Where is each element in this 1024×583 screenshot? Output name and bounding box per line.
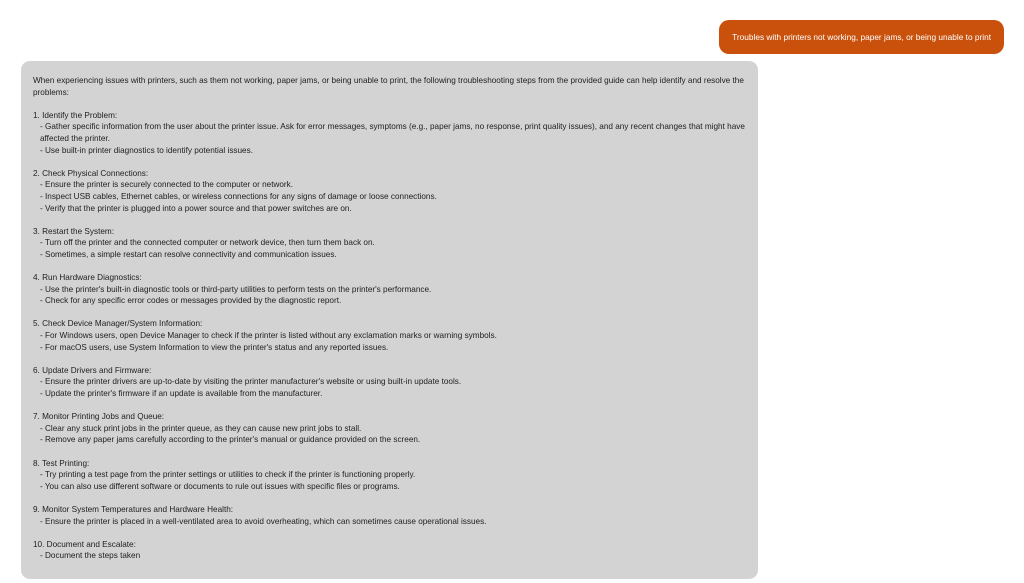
step-items-list	[33, 237, 746, 260]
step-title: 3. Restart the System:	[33, 226, 114, 236]
step-item: - You can also use different software or documents to rule out issues with specific files or programs.	[40, 481, 400, 491]
step-item: - Sometimes, a simple restart can resolve connectivity and communication issues.	[40, 249, 337, 259]
step-items-list	[33, 284, 746, 307]
step-items-list	[33, 330, 746, 353]
step-items-list	[33, 516, 746, 528]
troubleshooting-step	[33, 110, 746, 156]
step-title: 10. Document and Escalate:	[33, 539, 136, 549]
step-title: 5. Check Device Manager/System Information:	[33, 319, 203, 329]
assistant-message-bubble	[21, 61, 758, 579]
troubleshooting-steps-list	[33, 110, 746, 562]
step-items-list	[33, 376, 746, 399]
step-item: - Ensure the printer is securely connected to the computer or network.	[40, 180, 294, 190]
step-items-list	[33, 550, 746, 562]
troubleshooting-step	[33, 272, 746, 307]
step-item: - Use the printer's built-in diagnostic tools or third-party utilities to perform tests on the printer's performance.	[40, 284, 432, 294]
step-item: - Ensure the printer drivers are up-to-date by visiting the printer manufacturer's website or using built-in update tools.	[40, 377, 462, 387]
step-item: - Try printing a test page from the printer settings or utilities to check if the printer is functioning properly.	[40, 470, 416, 480]
step-title: 7. Monitor Printing Jobs and Queue:	[33, 412, 165, 422]
step-item: - Ensure the printer is placed in a well-ventilated area to avoid overheating, which can sometimes cause operational issues.	[40, 516, 487, 526]
step-item: - Document the steps taken	[40, 551, 141, 561]
step-items-list	[33, 423, 746, 446]
troubleshooting-step	[33, 226, 746, 261]
step-items-list	[33, 179, 746, 214]
step-item: - Verify that the printer is plugged into a power source and that power switches are on.	[40, 203, 352, 213]
troubleshooting-step	[33, 168, 746, 214]
user-message-text: Troubles with printers not working, paper jams, or being unable to print	[732, 32, 991, 42]
troubleshooting-step	[33, 411, 746, 446]
step-item: - For macOS users, use System Information to view the printer's status and any reported issues.	[40, 342, 389, 352]
step-item: - Use built-in printer diagnostics to identify potential issues.	[40, 145, 253, 155]
step-title: 6. Update Drivers and Firmware:	[33, 365, 152, 375]
step-item: - Turn off the printer and the connected computer or network device, then turn them back on.	[40, 238, 375, 248]
troubleshooting-step	[33, 458, 746, 493]
troubleshooting-step	[33, 504, 746, 527]
user-message-bubble	[719, 20, 1004, 54]
troubleshooting-step	[33, 539, 746, 562]
step-title: 4. Run Hardware Diagnostics:	[33, 273, 142, 283]
step-title: 2. Check Physical Connections:	[33, 168, 149, 178]
step-title: 9. Monitor System Temperatures and Hardware Health:	[33, 504, 234, 514]
step-item: - Update the printer's firmware if an update is available from the manufacturer.	[40, 389, 323, 399]
step-title: 8. Test Printing:	[33, 458, 90, 468]
step-item: - Gather specific information from the user about the printer issue. Ask for error messages, symptoms (e.g., paper jams, no response, print quality issues), and any recent changes that might have affected the printer.	[40, 122, 745, 143]
troubleshooting-step	[33, 318, 746, 353]
step-items-list	[33, 121, 746, 156]
troubleshooting-step	[33, 365, 746, 400]
step-item: - Inspect USB cables, Ethernet cables, or wireless connections for any signs of damage or loose connections.	[40, 191, 437, 201]
step-title: 1. Identify the Problem:	[33, 110, 118, 120]
assistant-intro-text: When experiencing issues with printers, such as them not working, paper jams, or being unable to print, the following troubleshooting steps from the provided guide can help identify and resolve the problems:	[33, 76, 744, 97]
step-items-list	[33, 469, 746, 492]
step-item: - Clear any stuck print jobs in the printer queue, as they can cause new print jobs to stall.	[40, 423, 362, 433]
step-item: - Remove any paper jams carefully according to the printer's manual or guidance provided on the screen.	[40, 435, 421, 445]
step-item: - For Windows users, open Device Manager to check if the printer is listed without any exclamation marks or warning symbols.	[40, 331, 497, 341]
step-item: - Check for any specific error codes or messages provided by the diagnostic report.	[40, 296, 342, 306]
